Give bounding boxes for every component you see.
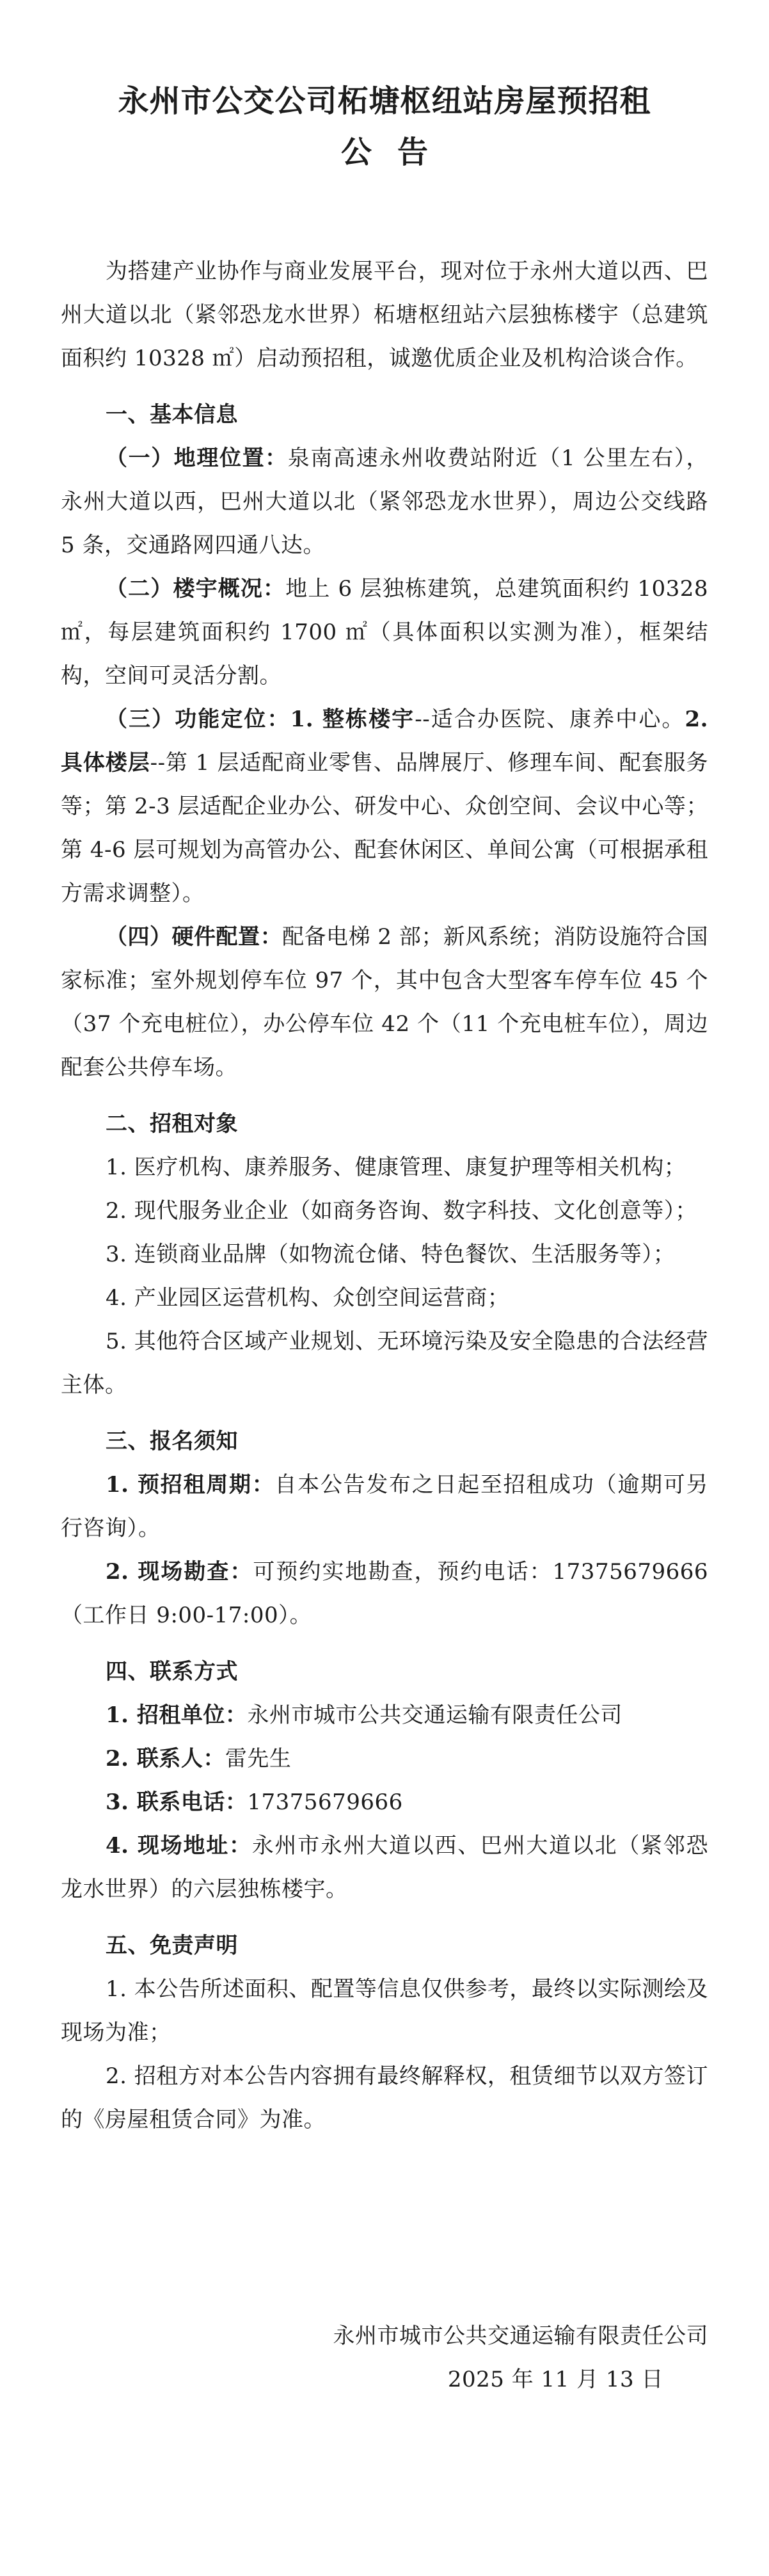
item-text: 永州市永州大道以西、巴州大道以北（紧邻恐龙水世界）的六层独栋楼宇。 [61,1833,709,1902]
sub-text: --第 1 层适配商业零售、品牌展厅、修理车间、配套服务等；第 2-3 层适配企业办公、研发中心、众创空间、会议中心等；第 4-6 层可规划为高管办公、配套休闲区、单间公寓（可根据承租方需求调整）。 [61,750,708,906]
section-heading-registration: 三、报名须知 [106,1428,238,1454]
contact-address [61,1824,708,1911]
basic-info-hardware [61,915,708,1089]
item-label: 2. 联系人： [106,1746,225,1772]
basic-info-building [61,567,708,698]
item-label: 1. 招租单位： [106,1702,248,1728]
basic-info-function [61,698,708,915]
signature-date: 2025 年 11 月 13 日 [447,2367,663,2392]
signature-block [61,2314,708,2401]
tenant-item: 1. 医疗机构、康养服务、健康管理、康复护理等相关机构； [106,1155,686,1180]
item-label: （四）硬件配置： [106,924,283,950]
contact-organization [61,1693,708,1737]
registration-site-visit [61,1550,708,1637]
item-label: 3. 联系电话： [106,1789,248,1815]
item-text: 雷先生 [225,1746,292,1772]
intro-paragraph: 为搭建产业协作与商业发展平台，现对位于永州大道以西、巴州大道以北（紧邻恐龙水世界）柘塘枢纽站六层独栋楼宇（总建筑面积约 10328 ㎡）启动预招租，诚邀优质企业及机构洽谈合作。 [61,259,708,371]
disclaimer-item: 1. 本公告所述面积、配置等信息仅供参考，最终以实际测绘及现场为准； [61,1976,708,2045]
item-label: 2. 现场勘查： [106,1559,253,1585]
tenant-item: 2. 现代服务业企业（如商务咨询、数字科技、文化创意等）； [106,1198,697,1224]
item-text: 配备电梯 2 部；新风系统；消防设施符合国家标准；室外规划停车位 97 个，其中包含大型客车停车位 45 个（37 个充电桩位），办公停车位 42 个（11 个充电桩车位），周边配套公共停车场。 [61,924,708,1080]
sub-text: --适合办医院、康养中心。 [415,707,685,732]
sub-label: 1. 整栋楼宇 [290,707,415,732]
item-label: （二）楼宇概况： [106,576,286,602]
contact-phone [61,1780,708,1824]
item-text: 自本公告发布之日起至招租成功（逾期可另行咨询）。 [61,1472,708,1541]
signature-org: 永州市城市公共交通运输有限责任公司 [333,2323,708,2349]
item-text: 17375679666 [247,1789,403,1815]
item-label: （一）地理位置： [106,445,288,471]
sub-label: 2. 具体楼层 [61,707,708,776]
section-heading-disclaimer: 五、免责声明 [106,1933,238,1958]
basic-info-location [61,436,708,567]
section-heading-tenants: 二、招租对象 [106,1111,238,1137]
contact-person [61,1737,708,1780]
item-label: 4. 现场地址： [106,1833,252,1859]
item-text: 地上 6 层独栋建筑，总建筑面积约 10328 ㎡，每层建筑面积约 1700 ㎡（具体面积以实测为准），框架结构，空间可灵活分割。 [61,576,709,689]
disclaimer-item: 2. 招租方对本公告内容拥有最终解释权，租赁细节以双方签订的《房屋租赁合同》为准。 [61,2063,708,2132]
item-text: 永州市城市公共交通运输有限责任公司 [247,1702,622,1728]
tenant-item: 4. 产业园区运营机构、众创空间运营商； [106,1285,510,1311]
section-heading-contact: 四、联系方式 [106,1659,238,1684]
tenant-item: 5. 其他符合区域产业规划、无环境污染及安全隐患的合法经营主体。 [61,1329,708,1398]
tenant-item: 3. 连锁商业品牌（如物流仓储、特色餐饮、生活服务等）； [106,1242,676,1267]
item-text: 泉南高速永州收费站附近（1 公里左右），永州大道以西，巴州大道以北（紧邻恐龙水世界），周边公交线路 5 条，交通路网四通八达。 [61,445,708,558]
title-line-1: 永州市公交公司柘塘枢纽站房屋预招租 [118,83,651,119]
section-heading-basic-info: 一、基本信息 [106,402,238,428]
title-line-2: 公告 [340,134,454,170]
registration-period [61,1463,708,1550]
item-label: （三）功能定位： [106,707,290,732]
item-text: 可预约实地勘查，预约电话：17375679666（工作日 9:00-17:00）。 [61,1559,708,1628]
item-label: 1. 预招租周期： [106,1472,275,1498]
